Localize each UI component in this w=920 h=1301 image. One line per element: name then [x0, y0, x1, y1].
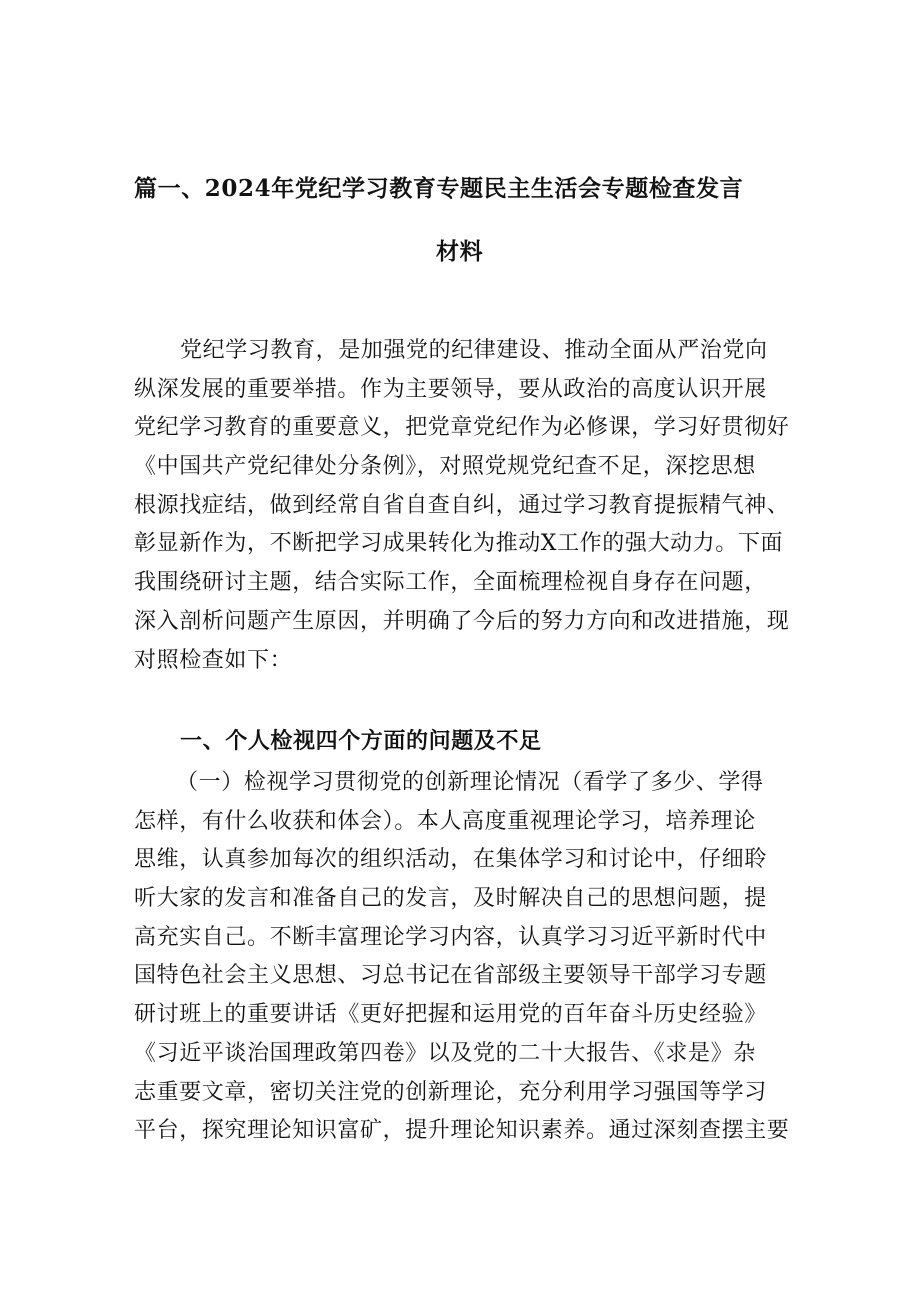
paragraph-line: 纵深发展的重要举措。作为主要领导，要从政治的高度认识开展	[134, 376, 767, 402]
paragraph-line: 彰显新作为，不断把学习成果转化为推动X工作的强大动力。下面	[134, 531, 784, 557]
paragraph-line: 根源找症结，做到经常自省自查自纠，通过学习教育提振精气神、	[134, 492, 790, 518]
section-paragraph	[134, 764, 794, 1151]
section-heading-block	[134, 722, 794, 761]
paragraph-line: 高充实自己。不断丰富理论学习内容，认真学习习近平新时代中	[134, 924, 767, 950]
paragraph-line: 思维，认真参加每次的组织活动，在集体学习和讨论中，仔细聆	[134, 847, 767, 873]
paragraph-line: 党纪学习教育，是加强党的纪律建设、推动全面从严治党向	[180, 338, 768, 363]
paragraph-line: 《习近平谈治国理政第四卷》以及党的二十大报告、《求是》杂	[134, 1040, 756, 1066]
paragraph-line: 深入剖析问题产生原因，并明确了今后的努力方向和改进措施，现	[134, 608, 790, 634]
paragraph-line: 研讨班上的重要讲话《更好把握和运用党的百年奋斗历史经验》	[134, 1002, 767, 1028]
intro-paragraph	[134, 332, 794, 680]
paragraph-line: 志重要文章，密切关注党的创新理论，充分利用学习强国等学习	[134, 1079, 767, 1105]
paragraph-line: 我围绕研讨主题，结合实际工作，全面梳理检视自身存在问题，	[134, 570, 767, 596]
paragraph-line: 怎样，有什么收获和体会）。本人高度重视理论学习，培养理论	[134, 808, 756, 834]
section-heading: 一、个人检视四个方面的问题及不足	[180, 728, 542, 754]
paragraph-line: 《中国共产党纪律处分条例》，对照党规党纪查不足，深挖思想	[134, 454, 756, 480]
paragraph-line: 党纪学习教育的重要意义，把党章党纪作为必修课，学习好贯彻好	[134, 415, 790, 441]
paragraph-line: （一）检视学习贯彻党的创新理论情况（看学了多少、学得	[176, 770, 764, 795]
paragraph-line: 听大家的发言和准备自己的发言，及时解决自己的思想问题，提	[134, 886, 767, 912]
document-title-line-2: 材料	[436, 238, 484, 265]
paragraph-line: 国特色社会主义思想、习总书记在省部级主要领导干部学习专题	[134, 963, 767, 989]
paragraph-line: 对照检查如下：	[134, 647, 293, 673]
document-title-line-1: 篇一、2024年党纪学习教育专题民主生活会专题检查发言	[134, 175, 744, 202]
paragraph-line: 平台，探究理论知识富矿，提升理论知识素养。通过深刻查摆主要	[134, 1118, 790, 1144]
